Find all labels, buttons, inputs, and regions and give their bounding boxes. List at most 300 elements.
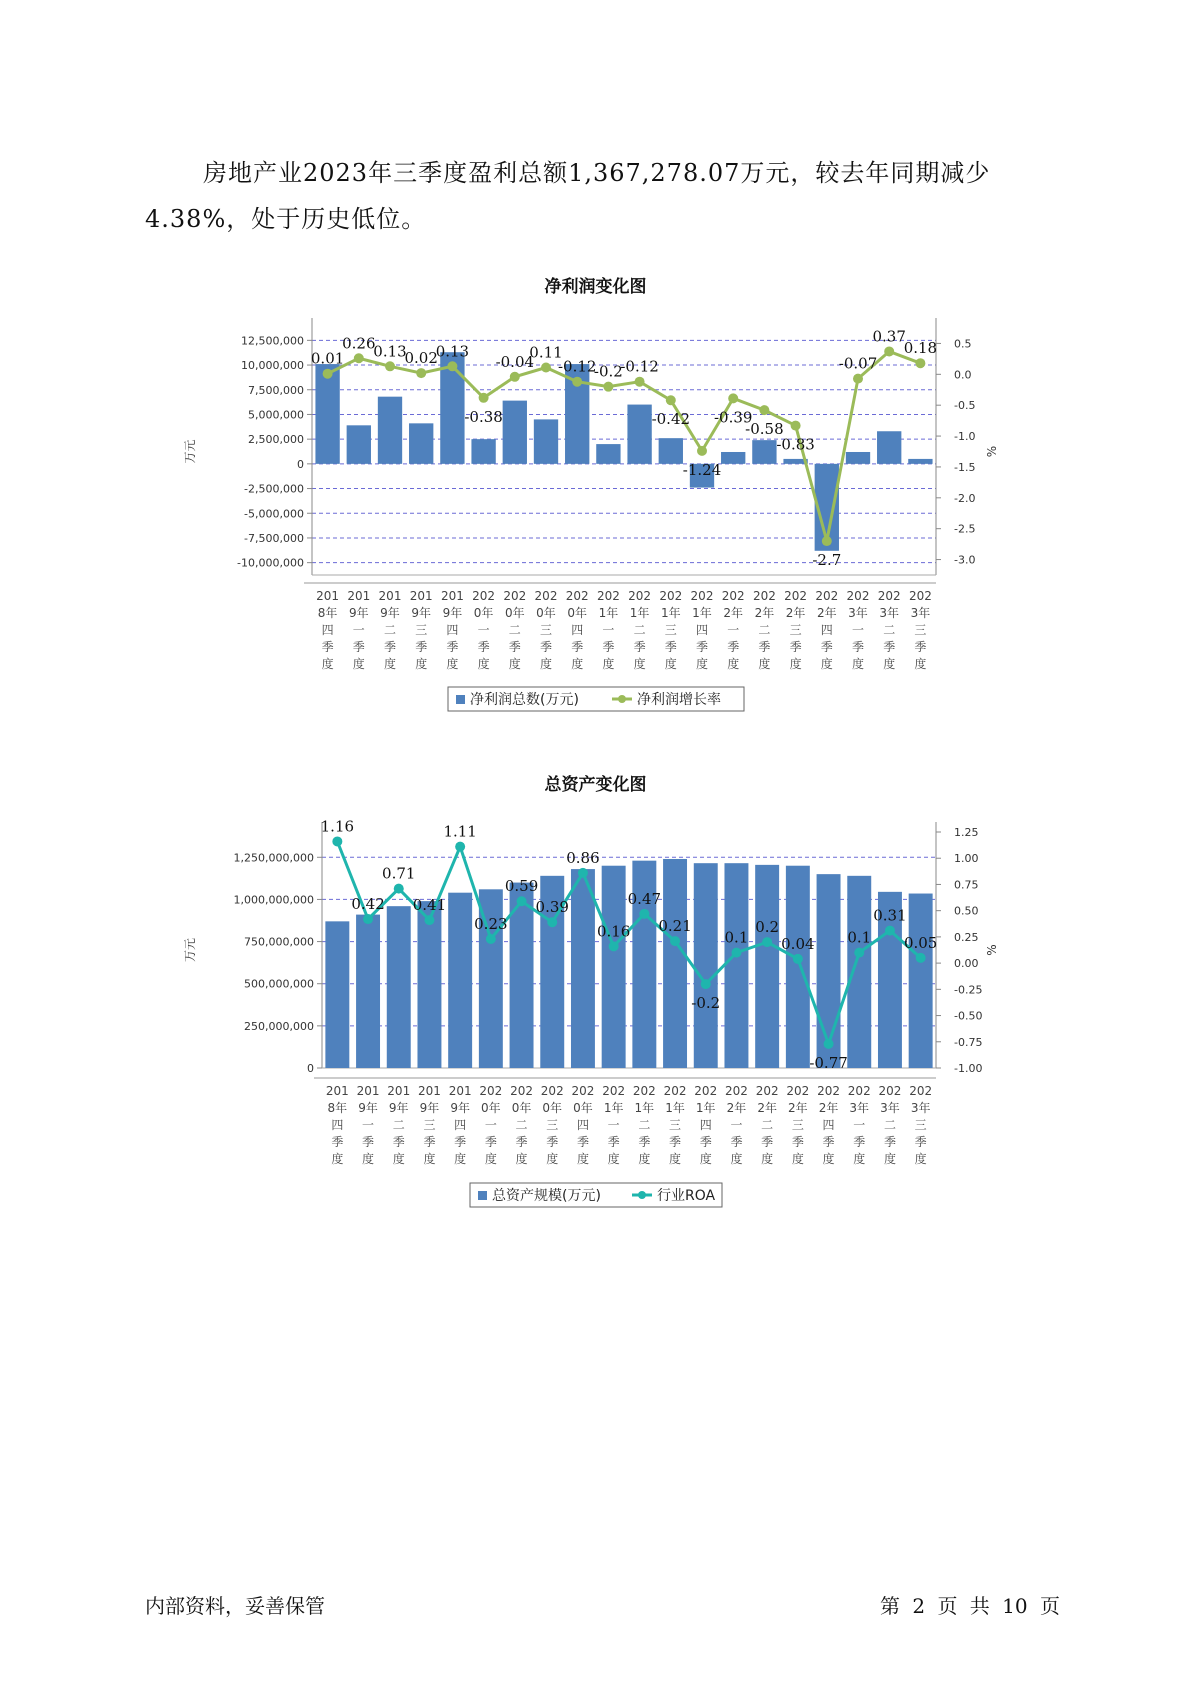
x-tick-label: 度 xyxy=(853,1152,866,1166)
line-point xyxy=(363,914,373,924)
data-label: -0.12 xyxy=(620,357,659,376)
x-tick-label: 2年 xyxy=(726,1101,747,1115)
data-label: 0.11 xyxy=(529,343,563,362)
x-tick-label: 202 xyxy=(690,589,714,603)
y2-tick-label: 0.00 xyxy=(954,957,979,971)
line-point xyxy=(517,896,527,906)
x-tick-label: 度 xyxy=(571,657,584,671)
x-tick-label: 202 xyxy=(659,589,683,603)
y-tick-label: 12,500,000 xyxy=(241,334,304,348)
x-tick-label: 度 xyxy=(883,1152,896,1166)
bar xyxy=(663,859,687,1068)
line-point xyxy=(854,948,864,958)
x-tick-label: 三 xyxy=(669,1118,682,1132)
data-label: 0.23 xyxy=(474,914,508,933)
x-tick-label: 202 xyxy=(878,1084,902,1098)
y-tick-label: 0 xyxy=(307,1062,314,1075)
x-tick-label: 201 xyxy=(448,1084,472,1098)
y-tick-label: -10,000,000 xyxy=(237,556,304,570)
x-tick-label: 季 xyxy=(423,1135,436,1149)
y-axis-title: 万元 xyxy=(183,937,197,963)
x-tick-label: 二 xyxy=(638,1118,651,1132)
x-tick-label: 度 xyxy=(695,657,709,671)
x-tick-label: 季 xyxy=(571,640,584,654)
x-tick-label: 度 xyxy=(446,657,459,671)
data-label: 0.31 xyxy=(873,906,907,925)
x-tick-label: 201 xyxy=(356,1084,380,1098)
y2-axis-title: % xyxy=(985,944,999,956)
x-tick-label: 201 xyxy=(347,589,371,603)
x-tick-label: 1年 xyxy=(634,1101,655,1115)
y-axis-title: 万元 xyxy=(183,439,197,464)
line-point xyxy=(731,948,741,958)
x-tick-label: 0年 xyxy=(567,606,588,620)
x-tick-label: 3年 xyxy=(879,606,900,620)
data-label: -2.7 xyxy=(812,551,842,570)
x-tick-label: 9年 xyxy=(358,1101,378,1115)
x-tick-label: 四 xyxy=(446,623,459,637)
y-tick-label: 500,000,000 xyxy=(244,977,314,991)
x-tick-label: 一 xyxy=(851,623,865,637)
x-tick-label: 三 xyxy=(546,1118,559,1132)
y2-axis-title: % xyxy=(985,445,999,458)
x-tick-label: 三 xyxy=(664,623,677,637)
x-tick-label: 1年 xyxy=(665,1101,685,1115)
legend-bar-label: 净利润总数(万元) xyxy=(470,692,579,708)
x-tick-label: 一 xyxy=(607,1118,620,1132)
x-tick-label: 四 xyxy=(822,1118,835,1132)
x-tick-label: 度 xyxy=(383,657,397,671)
data-label: 0.02 xyxy=(404,349,438,368)
x-tick-label: 202 xyxy=(755,1084,779,1098)
bar xyxy=(571,869,595,1068)
data-label: 0.42 xyxy=(351,895,385,914)
x-tick-label: 202 xyxy=(784,589,808,603)
x-tick-label: 3年 xyxy=(848,606,868,620)
x-tick-label: 度 xyxy=(669,1152,682,1166)
x-tick-label: 季 xyxy=(851,640,865,654)
y-tick-label: -7,500,000 xyxy=(244,531,304,545)
x-tick-label: 9年 xyxy=(348,606,369,620)
y2-tick-label: 0.75 xyxy=(954,878,979,892)
x-tick-label: 度 xyxy=(539,657,553,671)
x-tick-label: 季 xyxy=(539,640,553,654)
y2-tick-label: -1.0 xyxy=(954,430,976,444)
x-tick-label: 季 xyxy=(822,1135,835,1149)
y2-tick-label: -0.50 xyxy=(954,1009,983,1023)
x-tick-label: 度 xyxy=(664,657,677,671)
x-tick-label: 季 xyxy=(352,640,365,654)
x-tick-label: 一 xyxy=(730,1118,743,1132)
x-tick-label: 2年 xyxy=(788,1101,808,1115)
bar xyxy=(755,865,779,1068)
data-label: -0.2 xyxy=(691,994,721,1013)
y-tick-label: 5,000,000 xyxy=(248,408,304,422)
data-label: 0.37 xyxy=(872,327,906,346)
x-tick-label: 季 xyxy=(576,1135,589,1149)
data-label: -0.77 xyxy=(809,1053,848,1072)
y2-tick-label: -2.0 xyxy=(954,491,976,505)
x-tick-label: 一 xyxy=(727,623,740,637)
line-point xyxy=(762,937,772,947)
line-point xyxy=(639,909,649,919)
data-label: -0.07 xyxy=(838,354,878,373)
data-label: -0.39 xyxy=(713,408,753,427)
x-tick-label: 202 xyxy=(571,1084,595,1098)
x-tick-label: 度 xyxy=(699,1152,712,1166)
x-tick-label: 201 xyxy=(417,1084,441,1098)
x-tick-label: 度 xyxy=(331,1152,344,1166)
x-tick-label: 202 xyxy=(472,589,496,603)
bar xyxy=(786,866,810,1068)
x-tick-label: 度 xyxy=(761,1152,774,1166)
data-label: -0.83 xyxy=(776,435,815,454)
bar xyxy=(387,906,411,1068)
line-point xyxy=(670,936,680,946)
y2-tick-label: 0.5 xyxy=(954,337,972,351)
x-tick-label: 二 xyxy=(761,1118,774,1132)
x-tick-label: 三 xyxy=(914,623,927,637)
y2-tick-label: 1.25 xyxy=(954,826,979,839)
x-tick-label: 一 xyxy=(484,1118,497,1132)
data-label: 0.1 xyxy=(847,928,872,947)
x-tick-label: 度 xyxy=(633,657,646,671)
data-label: 0.18 xyxy=(903,339,938,358)
x-tick-label: 季 xyxy=(638,1135,651,1149)
x-tick-label: 3年 xyxy=(910,606,931,620)
data-label: 0.71 xyxy=(382,864,416,883)
x-tick-label: 0年 xyxy=(536,606,556,620)
data-label: 0.39 xyxy=(535,898,569,917)
x-tick-label: 度 xyxy=(576,1152,589,1166)
data-label: 0.05 xyxy=(903,933,938,952)
line-point xyxy=(885,926,895,936)
x-tick-label: 季 xyxy=(730,1135,743,1149)
x-tick-label: 202 xyxy=(847,1084,871,1098)
x-tick-label: 四 xyxy=(695,623,709,637)
x-tick-label: 202 xyxy=(479,1084,503,1098)
x-tick-label: 3年 xyxy=(910,1101,931,1115)
x-tick-label: 1年 xyxy=(603,1101,624,1115)
y2-tick-label: -2.5 xyxy=(954,522,976,536)
x-tick-label: 202 xyxy=(596,589,620,603)
bar xyxy=(847,876,871,1068)
x-tick-label: 度 xyxy=(638,1152,651,1166)
x-tick-label: 四 xyxy=(331,1118,344,1132)
data-label: -1.24 xyxy=(682,460,722,479)
x-tick-label: 二 xyxy=(758,623,771,637)
x-tick-label: 0年 xyxy=(511,1101,532,1115)
x-tick-label: 度 xyxy=(415,657,428,671)
y2-tick-label: -0.5 xyxy=(954,399,976,413)
x-tick-label: 2年 xyxy=(785,606,806,620)
x-tick-label: 201 xyxy=(378,589,402,603)
x-tick-label: 二 xyxy=(383,623,397,637)
legend-bar-swatch xyxy=(478,1191,487,1200)
x-tick-label: 四 xyxy=(699,1118,712,1132)
x-tick-label: 1年 xyxy=(695,1101,716,1115)
x-tick-label: 202 xyxy=(908,589,932,603)
x-tick-label: 季 xyxy=(515,1135,528,1149)
x-tick-label: 四 xyxy=(576,1118,589,1132)
data-label: -0.04 xyxy=(495,352,535,371)
x-tick-label: 0年 xyxy=(504,606,525,620)
x-tick-label: 202 xyxy=(663,1084,687,1098)
x-tick-label: 季 xyxy=(633,640,646,654)
y2-tick-label: 0.25 xyxy=(954,930,979,944)
x-tick-label: 一 xyxy=(602,623,615,637)
x-tick-label: 季 xyxy=(853,1135,866,1149)
x-tick-label: 202 xyxy=(510,1084,534,1098)
x-tick-label: 二 xyxy=(883,1118,896,1132)
x-tick-label: 度 xyxy=(820,657,833,671)
x-tick-label: 202 xyxy=(815,589,839,603)
y-tick-label: 10,000,000 xyxy=(241,359,304,373)
x-tick-label: 季 xyxy=(883,1135,896,1149)
x-tick-label: 度 xyxy=(546,1152,559,1166)
x-tick-label: 9年 xyxy=(380,606,400,620)
data-label: 0.41 xyxy=(412,896,447,915)
x-tick-label: 0年 xyxy=(481,1101,501,1115)
x-tick-label: 四 xyxy=(571,623,584,637)
legend-line-label: 净利润增长率 xyxy=(637,692,721,708)
line-point xyxy=(455,842,465,852)
x-tick-label: 度 xyxy=(508,657,521,671)
y2-tick-label: -1.00 xyxy=(954,1062,983,1075)
x-tick-label: 二 xyxy=(508,623,521,637)
x-tick-label: 季 xyxy=(758,640,771,654)
x-tick-label: 202 xyxy=(628,589,652,603)
x-tick-label: 9年 xyxy=(450,1101,470,1115)
y2-tick-label: -0.75 xyxy=(954,1035,983,1049)
x-tick-label: 三 xyxy=(415,623,428,637)
x-tick-label: 0年 xyxy=(573,1101,593,1115)
line-point xyxy=(701,979,711,989)
line-point xyxy=(916,953,926,963)
x-tick-label: 二 xyxy=(392,1118,405,1132)
data-label: 0.59 xyxy=(504,877,539,896)
data-label: -0.38 xyxy=(464,407,503,426)
x-tick-label: 季 xyxy=(883,640,896,654)
x-tick-label: 8年 xyxy=(327,1101,348,1115)
x-tick-label: 季 xyxy=(446,640,459,654)
data-label: -0.42 xyxy=(651,410,691,429)
x-tick-label: 8年 xyxy=(317,606,338,620)
x-tick-label: 度 xyxy=(392,1152,405,1166)
line-point xyxy=(824,1039,834,1049)
x-tick-label: 3年 xyxy=(849,1101,870,1115)
data-label: 0.1 xyxy=(724,928,749,947)
x-tick-label: 三 xyxy=(791,1118,804,1132)
x-tick-label: 度 xyxy=(883,657,896,671)
x-tick-label: 季 xyxy=(331,1135,344,1149)
x-tick-label: 四 xyxy=(820,623,833,637)
x-tick-label: 季 xyxy=(791,1135,804,1149)
x-tick-label: 季 xyxy=(914,640,927,654)
x-tick-label: 季 xyxy=(362,1135,375,1149)
y-tick-label: 0 xyxy=(297,457,304,471)
x-tick-label: 2年 xyxy=(757,1101,777,1115)
x-tick-label: 9年 xyxy=(411,606,432,620)
line-point xyxy=(547,917,557,927)
x-tick-label: 202 xyxy=(724,1084,748,1098)
line-point xyxy=(424,915,434,925)
x-tick-label: 202 xyxy=(877,589,901,603)
x-tick-label: 1年 xyxy=(598,606,619,620)
x-tick-label: 三 xyxy=(539,623,553,637)
x-tick-label: 9年 xyxy=(442,606,463,620)
y-tick-label: 1,250,000,000 xyxy=(233,851,314,865)
x-tick-label: 度 xyxy=(791,1152,804,1166)
x-tick-label: 季 xyxy=(761,1135,774,1149)
bar xyxy=(448,893,472,1068)
line-point xyxy=(486,934,496,944)
x-tick-label: 季 xyxy=(820,640,833,654)
x-tick-label: 季 xyxy=(392,1135,405,1149)
x-tick-label: 一 xyxy=(352,623,365,637)
data-label: 0.21 xyxy=(658,917,692,936)
x-tick-label: 度 xyxy=(515,1152,528,1166)
data-label: 1.11 xyxy=(443,822,477,841)
summary-paragraph: 房地产业2023年三季度盈利总额1,367,278.07万元，较去年同期减少4.38%，处于历史低位。 xyxy=(145,159,991,233)
x-tick-label: 三 xyxy=(789,623,802,637)
x-tick-label: 202 xyxy=(721,589,745,603)
x-tick-label: 季 xyxy=(914,1135,927,1149)
x-tick-label: 度 xyxy=(914,1152,927,1166)
x-tick-label: 度 xyxy=(730,1152,743,1166)
x-tick-label: 季 xyxy=(789,640,802,654)
data-label: 0.26 xyxy=(342,334,376,353)
x-tick-label: 一 xyxy=(477,623,490,637)
x-tick-label: 度 xyxy=(454,1152,467,1166)
x-tick-label: 201 xyxy=(440,589,464,603)
y-tick-label: -2,500,000 xyxy=(244,482,304,496)
y2-tick-label: -0.25 xyxy=(954,983,983,997)
x-tick-label: 二 xyxy=(633,623,646,637)
x-tick-label: 0年 xyxy=(473,606,494,620)
y-tick-label: 250,000,000 xyxy=(244,1019,314,1033)
x-tick-label: 201 xyxy=(316,589,340,603)
y2-tick-label: 0.0 xyxy=(954,368,972,382)
footer-page-number: 第 2 页 共 10 页 xyxy=(880,1594,1060,1618)
x-tick-label: 季 xyxy=(383,640,397,654)
chart-title-net-profit: 净利润变化图 xyxy=(544,277,647,297)
x-tick-label: 度 xyxy=(607,1152,620,1166)
bar xyxy=(325,921,349,1068)
data-label: -0.58 xyxy=(745,420,784,439)
x-tick-label: 一 xyxy=(362,1118,375,1132)
y-tick-label: 2,500,000 xyxy=(248,433,304,447)
line-point xyxy=(578,868,588,878)
x-tick-label: 2年 xyxy=(816,606,837,620)
y-tick-label: 7,500,000 xyxy=(248,383,304,397)
x-tick-label: 四 xyxy=(321,623,334,637)
data-label: 1.16 xyxy=(320,817,355,836)
x-tick-label: 季 xyxy=(727,640,740,654)
x-tick-label: 0年 xyxy=(542,1101,563,1115)
x-tick-label: 度 xyxy=(477,657,490,671)
x-tick-label: 二 xyxy=(883,623,896,637)
y-tick-label: 750,000,000 xyxy=(244,935,314,949)
legend-bar-label: 总资产规模(万元) xyxy=(492,1188,601,1204)
x-tick-label: 202 xyxy=(909,1084,933,1098)
x-tick-label: 1年 xyxy=(660,606,681,620)
chart-title-total-assets: 总资产变化图 xyxy=(544,775,647,795)
x-tick-label: 一 xyxy=(853,1118,866,1132)
x-tick-label: 季 xyxy=(607,1135,620,1149)
x-tick-label: 201 xyxy=(409,589,433,603)
data-label: 0.47 xyxy=(627,889,662,908)
bar xyxy=(909,894,933,1068)
data-label: 0.86 xyxy=(566,848,600,867)
x-tick-label: 度 xyxy=(362,1152,375,1166)
x-tick-label: 季 xyxy=(477,640,490,654)
data-label: 0.13 xyxy=(373,342,407,361)
y2-tick-label: 0.50 xyxy=(954,904,979,918)
x-tick-label: 度 xyxy=(822,1152,835,1166)
line-point xyxy=(394,884,404,894)
x-tick-label: 202 xyxy=(786,1084,810,1098)
x-tick-label: 202 xyxy=(602,1084,626,1098)
x-tick-label: 季 xyxy=(484,1135,497,1149)
x-tick-label: 度 xyxy=(484,1152,497,1166)
data-label: 0.2 xyxy=(755,918,780,937)
y-tick-label: -5,000,000 xyxy=(244,507,304,521)
footer-confidential-note: 内部资料，妥善保管 xyxy=(145,1594,325,1618)
y2-tick-label: 1.00 xyxy=(954,852,979,866)
x-tick-label: 度 xyxy=(758,657,771,671)
x-tick-label: 季 xyxy=(454,1135,467,1149)
x-tick-label: 2年 xyxy=(754,606,775,620)
x-tick-label: 度 xyxy=(851,657,865,671)
data-label: 0.04 xyxy=(781,934,815,953)
y2-tick-label: -1.5 xyxy=(954,460,976,474)
x-tick-label: 9年 xyxy=(419,1101,440,1115)
x-tick-label: 度 xyxy=(602,657,615,671)
bar xyxy=(356,915,380,1068)
x-tick-label: 度 xyxy=(423,1152,436,1166)
x-tick-label: 四 xyxy=(454,1118,467,1132)
line-point xyxy=(609,941,619,951)
data-label: -0.12 xyxy=(557,357,597,376)
x-tick-label: 202 xyxy=(534,589,558,603)
x-tick-label: 度 xyxy=(321,657,334,671)
data-label: 0.16 xyxy=(596,922,631,941)
x-tick-label: 202 xyxy=(632,1084,656,1098)
x-tick-label: 季 xyxy=(695,640,709,654)
x-tick-label: 二 xyxy=(515,1118,528,1132)
x-tick-label: 202 xyxy=(565,589,589,603)
x-tick-label: 季 xyxy=(546,1135,559,1149)
x-tick-label: 202 xyxy=(694,1084,718,1098)
y-tick-label: 1,000,000,000 xyxy=(233,893,314,907)
legend-line-marker xyxy=(638,1191,646,1199)
x-tick-label: 202 xyxy=(540,1084,564,1098)
x-tick-label: 季 xyxy=(508,640,521,654)
x-tick-label: 9年 xyxy=(388,1101,409,1115)
x-tick-label: 201 xyxy=(325,1084,349,1098)
x-tick-label: 三 xyxy=(914,1118,927,1132)
x-tick-label: 季 xyxy=(669,1135,682,1149)
line-point xyxy=(332,836,342,846)
x-tick-label: 3年 xyxy=(880,1101,900,1115)
x-tick-label: 201 xyxy=(387,1084,411,1098)
x-tick-label: 202 xyxy=(752,589,776,603)
x-tick-label: 度 xyxy=(727,657,740,671)
data-label: 0.01 xyxy=(310,349,345,368)
bar xyxy=(694,863,718,1068)
x-tick-label: 季 xyxy=(321,640,334,654)
